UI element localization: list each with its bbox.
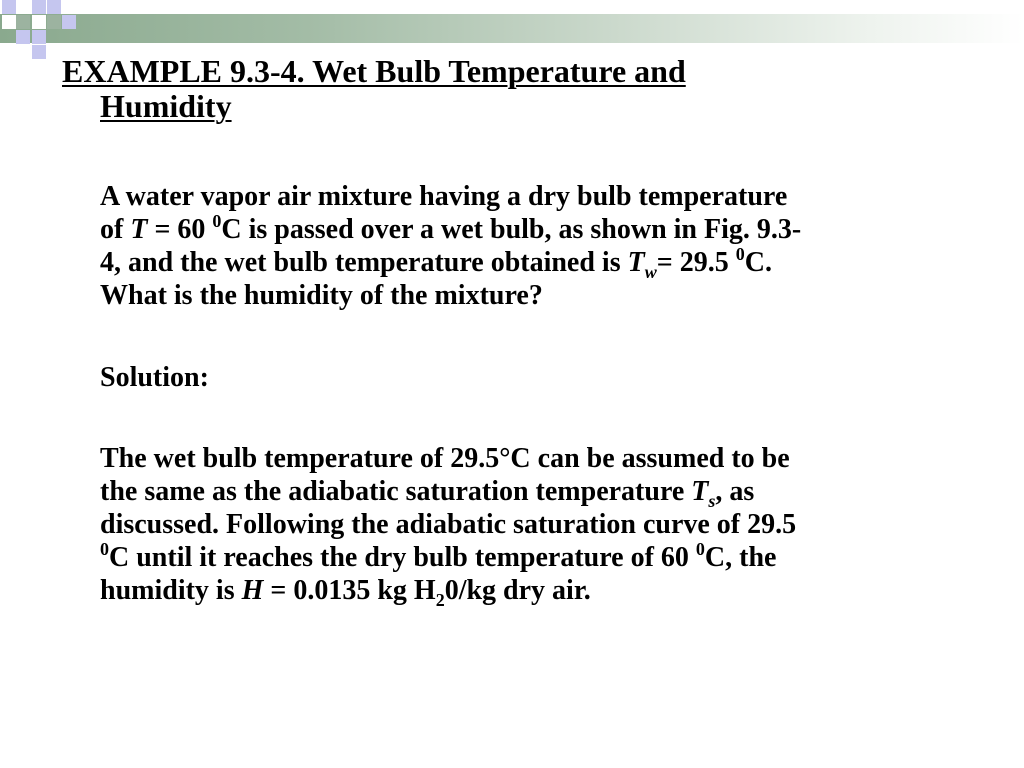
decor-square [2, 0, 16, 14]
subscript-w: w [644, 262, 657, 282]
slide-title-line1: EXAMPLE 9.3-4. Wet Bulb Temperature and [62, 53, 686, 89]
solution-text: humidity is [100, 575, 242, 606]
decor-square [47, 0, 61, 14]
solution-text: the same as the adiabatic saturation temperature [100, 476, 692, 507]
solution-text: C, the [704, 542, 777, 573]
problem-question: What is the humidity of the mixture? [100, 280, 543, 311]
problem-text: C. [744, 247, 772, 278]
degree-superscript: 0 [212, 211, 222, 231]
decor-square [32, 30, 46, 44]
solution-text: 0/kg dry air. [444, 575, 591, 606]
title-header-bar [0, 14, 1024, 43]
problem-text: 4, and the wet bulb temperature obtained is [100, 247, 628, 278]
solution-body [100, 442, 980, 610]
slide-title-line2: Humidity [100, 88, 232, 124]
decor-square [16, 30, 30, 44]
solution-text: The wet bulb temperature of 29.5°C can be assumed to be [100, 443, 790, 474]
decor-square [16, 15, 30, 29]
problem-text: of [100, 214, 131, 245]
slide-title [62, 54, 942, 124]
solution-text: = 0.0135 kg H [263, 575, 436, 606]
variable-Tw: T [627, 247, 645, 278]
decor-square [32, 15, 46, 29]
solution-label: Solution: [100, 362, 209, 393]
problem-text: = 60 [147, 214, 213, 245]
subscript-s: s [708, 491, 716, 511]
solution-text: discussed. Following the adiabatic saturation curve of 29.5 [100, 509, 797, 540]
subscript-2: 2 [435, 590, 445, 610]
variable-Ts: T [691, 476, 709, 507]
variable-H: H [241, 575, 264, 606]
solution-text: C until it reaches the dry bulb temperature of 60 [109, 542, 696, 573]
degree-superscript: 0 [735, 244, 745, 264]
decor-square [62, 15, 76, 29]
solution-text: , as [715, 476, 755, 507]
problem-text: = 29.5 [656, 247, 736, 278]
variable-T: T [130, 214, 148, 245]
decor-square [47, 15, 61, 29]
degree-superscript: 0 [100, 539, 109, 559]
degree-superscript: 0 [695, 539, 705, 559]
problem-line1: A water vapor air mixture having a dry bulb temperature [100, 181, 788, 212]
problem-text: C is passed over a wet bulb, as shown in Fig. 9.3- [221, 214, 802, 245]
decor-square [32, 0, 46, 14]
problem-statement [100, 180, 980, 312]
decor-square [32, 45, 46, 59]
decor-square [2, 15, 16, 29]
